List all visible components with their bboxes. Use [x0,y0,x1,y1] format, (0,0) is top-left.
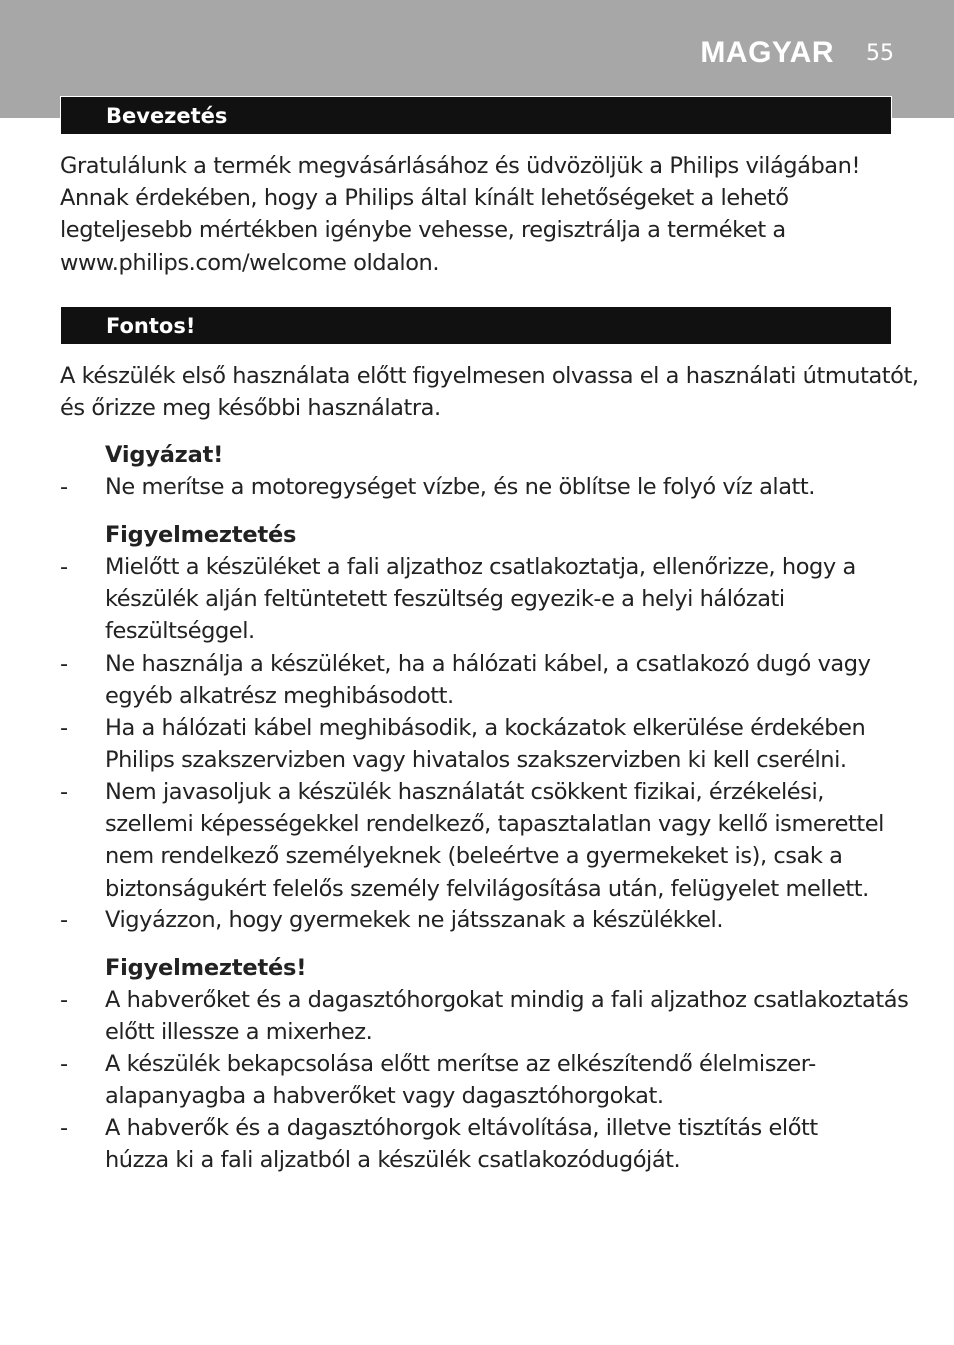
paragraph-line: www.philips.com/welcome oldalon. [60,249,440,276]
section-title: Bevezetés [106,104,228,128]
bullet-dash: - [60,554,68,580]
bullet-dash: - [60,474,68,500]
list-item-text: készülék alján feltüntetett feszültség egyezik-e a helyi hálózati [105,586,785,613]
section-header-fontos [60,306,892,345]
paragraph-line: és őrizze meg későbbi használatra. [60,395,441,422]
list-item-text: A készülék bekapcsolása előtt merítse az elkészítendő élelmiszer- [105,1051,816,1077]
list-item-text: Ha a hálózati kábel meghibásodik, a kockázatok elkerülése érdekében [105,715,866,741]
list-item-text: szellemi képességekkel rendelkező, tapasztalatlan vagy kellő ismerettel [105,811,884,838]
bullet-dash: - [60,779,68,805]
list-item [60,904,920,936]
bullet-dash: - [60,1051,68,1077]
bullet-dash: - [60,1115,68,1141]
list-item-text: Vigyázzon, hogy gyermekek ne játsszanak a készülékkel. [105,907,724,933]
list-item [60,984,920,1048]
language-label: MAGYAR [700,36,834,69]
list-item-text: Ne merítse a motoregységet vízbe, és ne öblítse le folyó víz alatt. [105,474,815,500]
bullet-dash: - [60,651,68,677]
bullet-dash: - [60,987,68,1013]
paragraph-line: A készülék első használata előtt figyelmesen olvassa el a használati útmutatót, [60,363,919,389]
bullet-dash: - [60,715,68,741]
list-item-text: egyéb alkatrész meghibásodott. [105,683,454,710]
list-item [60,1048,920,1112]
subheading-warning: Figyelmeztetés [105,522,297,548]
section-header-bevezetes [60,96,892,135]
list-item-text: Mielőtt a készüléket a fali aljzathoz csatlakoztatja, ellenőrizze, hogy a [105,554,856,580]
bullet-dash: - [60,907,68,933]
list-item [60,551,920,648]
list-item [60,712,920,776]
list-item-text: Ne használja a készüléket, ha a hálózati kábel, a csatlakozó dugó vagy [105,651,871,677]
important-paragraph [60,360,920,424]
list-item-text: A habverőket és a dagasztóhorgokat mindig a fali aljzathoz csatlakoztatás [105,987,909,1013]
list-item-text: Philips szakszervizben vagy hivatalos szakszervizben ki kell cserélni. [105,747,847,774]
list-item-text: előtt illessze a mixerhez. [105,1019,373,1046]
paragraph-line: Gratulálunk a termék megvásárlásához és üdvözöljük a Philips világában! [60,153,861,179]
list-item [60,471,920,503]
list-item [60,648,920,712]
list-item-text: nem rendelkező személyeknek (beleértve a gyermekeket is), csak a [105,843,843,870]
list-item-text: A habverők és a dagasztóhorgok eltávolítása, illetve tisztítás előtt [105,1115,818,1141]
subheading-caution: Vigyázat! [105,442,224,468]
intro-paragraph [60,150,920,279]
subheading-warning-exclaim: Figyelmeztetés! [105,955,307,981]
list-item-text: alapanyagba a habverőket vagy dagasztóhorgokat. [105,1083,664,1110]
paragraph-line: legteljesebb mértékben igénybe vehesse, regisztrálja a terméket a [60,217,786,244]
section-title: Fontos! [106,314,196,338]
list-item-text: biztonságukért felelős személy felvilágosítása után, felügyelet mellett. [105,875,869,902]
list-item-text: húzza ki a fali aljzatból a készülék csatlakozódugóját. [105,1147,681,1174]
page-number: 55 [866,41,894,66]
list-item [60,1112,920,1176]
list-item-text: Nem javasoljuk a készülék használatát csökkent fizikai, érzékelési, [105,779,824,805]
list-item [60,776,920,905]
list-item-text: feszültséggel. [105,618,255,645]
paragraph-line: Annak érdekében, hogy a Philips által kínált lehetőségeket a lehető [60,185,789,212]
